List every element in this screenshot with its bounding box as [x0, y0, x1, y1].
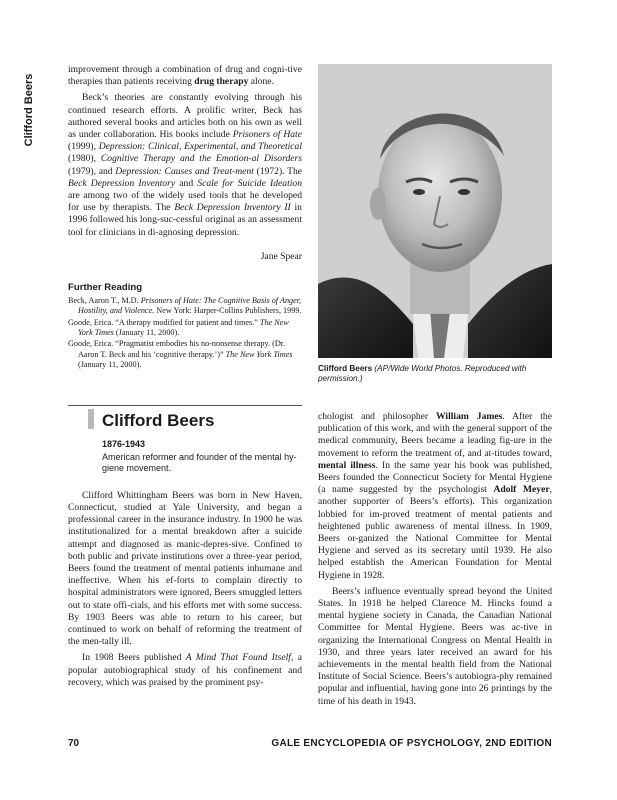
paragraph-beck-2: Beck’s theories are constantly evolving through his continued research efforts. A prolific writer, Beck has authored several books and articles both on his own as well as under collaboration. His books include Prisoners of Hate (1999), Depression: Clinical, Experimental, and Theoretical (1980), Cognitive Therapy and the Emotion-al Disorders (1979), and Depression: Causes and Treat-ment (1972). The Beck Depression Inventory and Scale for Suicide Ideation are among two of the widely used tools that he developed for use by therapists. The Beck Depression Inventory II in 1996 followed his long-suc-cessful original as an assessment tool for clinicians in di-agnosing depression.	[68, 92, 303, 238]
book-title: GALE ENCYCLOPEDIA OF PSYCHOLOGY, 2ND EDITION	[271, 738, 552, 749]
photo-caption: Clifford Beers (AP/Wide World Photos. Reproduced with permission.)	[318, 364, 527, 383]
paragraph-beers-1: Clifford Whittingham Beers was born in New Haven, Connecticut, studied at Yale University, and began a professional career in the insurance industry. In 1900 he was institutionalized for a mental breakdown after a suicide attempt and diagnosed as manic-depres-sive. Confined to both public and private institutions over a three-year period, Beers found the treatment of mental patients inhumane and ineffective. When his ef-forts to complain directly to hospital administrators were ignored, Beers smuggled letters out to state offi-cials, and his efforts met with some success. By 1903 Beers was able to return to his career, but continued to work on behalf of reforming the treatment of the men-tally ill.	[68, 489, 302, 648]
link-adolf-meyer: Adolf Meyer	[493, 484, 550, 496]
author-signature: Jane Spear	[260, 250, 302, 262]
link-drug-therapy: drug therapy	[194, 76, 249, 88]
link-mental-illness: mental illness	[318, 459, 376, 471]
portrait-illustration	[318, 64, 552, 358]
running-head-tab	[22, 60, 36, 160]
portrait-photo	[318, 64, 552, 358]
paragraph-beck-1: improvement through a combination of drug and cogni-tive therapies than patients receiving drug therapy alone.	[68, 64, 302, 88]
further-reading-heading: Further Reading	[68, 281, 143, 293]
reference-item: Beck, Aaron T., M.D. Prisoners of Hate: The Cognitive Basis of Anger, Hostility, and Violence. New York: Harper-Collins Publishers, 1999.	[68, 295, 302, 316]
entry-title: Clifford Beers	[102, 410, 215, 430]
entry-body	[68, 490, 302, 689]
paragraph-beers-3: chologist and philosopher William James. After the publication of this work, and with the general support of the medical community, Beers became a leading fig-ure in the movement to reform the treatment of, and at-titudes toward, mental illness. In the same year his book was published, Beers founded the Connecticut Society for Mental Hygiene (a name suggested by the psychologist Adolf Meyer, another supporter of Beers’s efforts). This organization lobbied for im-proved treatment of mental patients and heightened public awareness of mental illness. In 1909, Beers or-ganized the National Committee for Mental Hygiene and served as its secretary until 1939. He also helped establish the American Foundation for Mental Hygiene in 1928.	[318, 411, 552, 581]
page-number: 70	[68, 738, 80, 749]
entry-dates: 1876-1943	[102, 438, 146, 449]
entry-description: American reformer and founder of the mental hy-giene movement.	[102, 451, 297, 473]
link-william-james: William James	[436, 411, 503, 422]
paragraph-beers-2: In 1908 Beers published A Mind That Found Itself, a popular autobiographical study of his confinement and recovery, which was praised by the prominent psy-	[68, 652, 302, 688]
entry-rule	[68, 405, 302, 406]
right-column	[318, 411, 552, 708]
running-head-text: Clifford Beers	[23, 73, 35, 147]
entry-marker-bar	[88, 409, 94, 429]
paragraph-beers-4: Beers’s influence eventually spread beyond the United States. In 1918 he helped Clarence M. Hincks found a mental hygiene society in Canada, the Canadian National Committee for Mental Hygiene. Beers was ac-tive in organizing the International Congress on Mental Health in 1930, and three years later received an award for his achievements in the mental health field from the National Institute of Social Science. Beers’s autobiogra-phy remained popular and influential, having gone into 26 printings by the time of his death in 1943.	[318, 585, 552, 707]
reference-item: Goode, Erica. “Pragmatist embodies his no-nonsense therapy. (Dr. Aaron T. Beck and his ‘cognitive therapy.’)” The New York Times (January 11, 2000).	[68, 339, 293, 370]
left-column	[68, 64, 302, 689]
reference-item: Goode, Erica. “A therapy modified for patient and times.” The New York Times (January 11, 2000).	[68, 317, 289, 338]
entry-header	[68, 405, 302, 474]
photo-figure	[318, 64, 552, 384]
